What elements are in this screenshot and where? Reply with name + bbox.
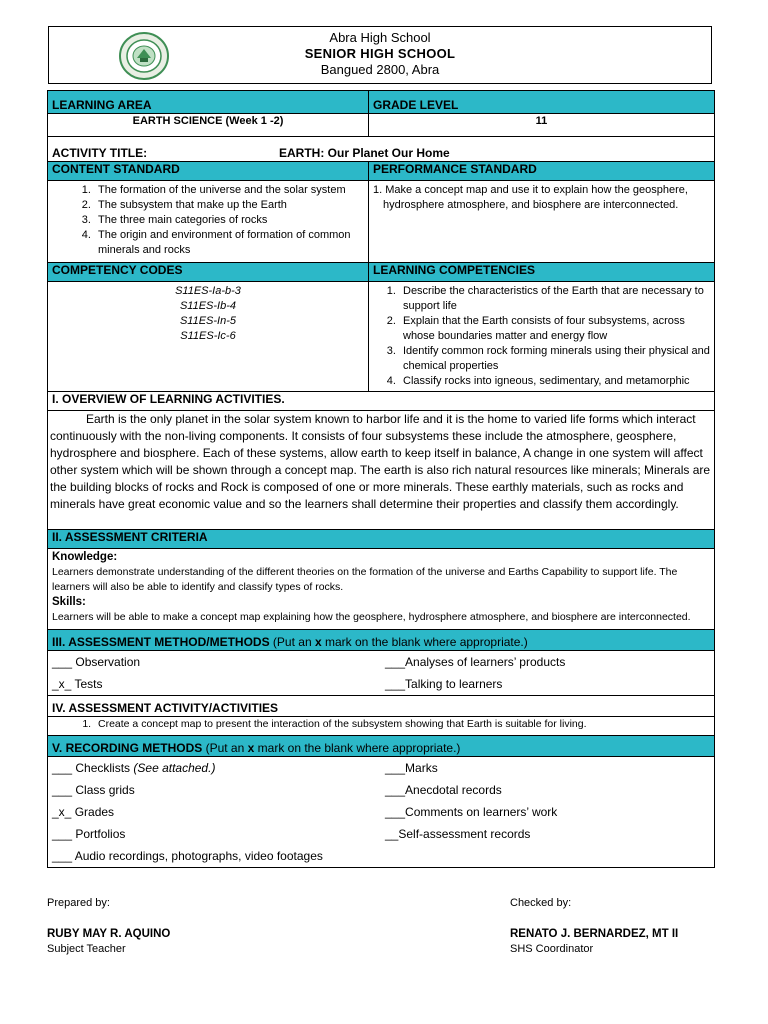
department-name: SENIOR HIGH SCHOOL <box>304 46 456 61</box>
activity-title-row <box>48 137 715 162</box>
competency-code: S11ES-In-5 <box>179 315 237 327</box>
competency-code: S11ES-Ib-4 <box>179 300 237 312</box>
overview-label: I. OVERVIEW OF LEARNING ACTIVITIES. <box>48 392 715 411</box>
recording-method-portfolios: ___ Portfolios <box>52 827 126 841</box>
activity-title-label: ACTIVITY TITLE: <box>52 146 148 160</box>
content-standard-item: 3. The three main categories of rocks <box>94 213 364 228</box>
prepared-by-label: Prepared by: <box>47 897 110 909</box>
checked-by-block <box>510 896 678 956</box>
competency-codes-label: COMPETENCY CODES <box>48 263 369 282</box>
content-standard-item: 4. The origin and environment of formation of common minerals and rocks <box>94 228 364 258</box>
assessment-criteria-cell <box>48 549 715 630</box>
assessment-criteria-label: II. ASSESSMENT CRITERIA <box>48 530 715 549</box>
prepared-by-role: Subject Teacher <box>47 943 126 955</box>
assessment-methods-header <box>48 630 715 651</box>
recording-method-checklists: ___ Checklists (See attached.) <box>52 761 216 775</box>
competency-code: S11ES-Ia-b-3 <box>175 285 241 297</box>
learning-competency-item: 4. Classify rocks into igneous, sedimentary, and metamorphic <box>399 374 710 389</box>
grade-level-label: GRADE LEVEL <box>369 91 715 114</box>
assessment-method-observation: ___ Observation <box>52 655 141 669</box>
grade-level-value: 11 <box>369 114 715 137</box>
assessment-activities-label: IV. ASSESSMENT ACTIVITY/ACTIVITIES <box>48 696 715 717</box>
checked-by-role: SHS Coordinator <box>510 943 594 955</box>
assessment-methods-cell <box>48 651 715 696</box>
recording-method-class-grids: ___ Class grids <box>52 783 135 797</box>
learning-competencies-cell <box>369 282 715 392</box>
recording-method-marks: ___Marks <box>385 761 438 775</box>
content-standard-label: CONTENT STANDARD <box>48 162 369 181</box>
recording-methods-cell <box>48 757 715 868</box>
assessment-method-talking: ___Talking to learners <box>385 677 503 691</box>
content-standard-item: 1. The formation of the universe and the solar system <box>94 183 364 198</box>
content-standard-cell <box>48 181 369 263</box>
recording-methods-label: V. RECORDING METHODS <box>52 741 203 755</box>
school-address: Bangued 2800, Abra <box>320 62 440 77</box>
recording-method-comments: ___Comments on learners’ work <box>385 805 558 819</box>
prepared-by-block <box>47 896 170 956</box>
school-header <box>48 26 712 84</box>
recording-methods-instruction: (Put an x mark on the blank where appropriate.) <box>205 741 461 755</box>
checked-by-label: Checked by: <box>510 897 572 909</box>
prepared-by-name: RUBY MAY R. AQUINO <box>47 928 171 940</box>
performance-standard-label: PERFORMANCE STANDARD <box>369 162 715 181</box>
assessment-method-analyses: ___Analyses of learners’ products <box>385 655 566 669</box>
recording-method-self-assessment: __Self-assessment records <box>385 827 531 841</box>
learning-area-label: LEARNING AREA <box>48 91 369 114</box>
recording-methods-header <box>48 736 715 757</box>
assessment-activities-cell <box>48 717 715 736</box>
knowledge-label: Knowledge: <box>52 551 118 563</box>
overview-text: Earth is the only planet in the solar system known to harbor life and it is the home to varied life forms which interact continuously with the non-living components. It consists of four subsystems these include the atmosphere, geosphere, hydrosphere and biosphere. Each of these systems, allow earth to keep itself in balance, A change in one system will affect other system which will be shown through a concept map. The earth is also rich natural resources like minerals; Minerals are the building blocks of rocks and Rock is composed of one or more minerals. These earthly materials, such as rocks and minerals have great economic value and so the learners shall determine their properties and classify them accordingly. <box>48 411 715 530</box>
recording-method-anecdotal: ___Anecdotal records <box>385 783 502 797</box>
assessment-activity-item: 1. Create a concept map to present the interaction of the subsystem showing that Earth is suitable for living. <box>94 717 710 732</box>
performance-standard-line: hydrosphere atmosphere, and biosphere are interconnected. <box>383 199 679 211</box>
lesson-plan-table <box>47 90 715 868</box>
recording-method-audio: ___ Audio recordings, photographs, video footages <box>52 849 323 863</box>
competency-code: S11ES-Ic-6 <box>180 330 236 342</box>
assessment-methods-instruction: (Put an x mark on the blank where appropriate.) <box>272 635 528 649</box>
knowledge-text: Learners demonstrate understanding of the different theories on the formation of the universe and Earths Capability to support life. The learners will also be able to identify and classify types of rocks. <box>52 566 678 593</box>
skills-text: Learners will be able to make a concept map explaining how the geosphere, hydrosphere atmosphere, and biosphere are interconnected. <box>52 611 691 623</box>
performance-standard-line: 1. Make a concept map and use it to explain how the geosphere, <box>373 184 688 196</box>
checked-by-name: RENATO J. BERNARDEZ, MT II <box>510 928 679 940</box>
content-standard-item: 2. The subsystem that make up the Earth <box>94 198 364 213</box>
learning-competencies-label: LEARNING COMPETENCIES <box>369 263 715 282</box>
learning-competency-item: 2. Explain that the Earth consists of four subsystems, across whose boundaries matter and energy flow <box>399 314 710 344</box>
performance-standard-cell <box>369 181 715 263</box>
learning-competency-item: 1. Describe the characteristics of the Earth that are necessary to support life <box>399 284 710 314</box>
skills-label: Skills: <box>52 596 86 608</box>
recording-method-grades: _x_ Grades <box>52 805 115 819</box>
learning-competency-item: 3. Identify common rock forming minerals using their physical and chemical properties <box>399 344 710 374</box>
assessment-method-tests: _x_ Tests <box>52 677 103 691</box>
competency-codes-cell <box>48 282 369 392</box>
activity-title-value: EARTH: Our Planet Our Home <box>279 146 450 160</box>
learning-area-value: EARTH SCIENCE (Week 1 -2) <box>48 114 369 137</box>
school-name: Abra High School <box>329 30 431 45</box>
assessment-methods-label: III. ASSESSMENT METHOD/METHODS <box>52 635 270 649</box>
